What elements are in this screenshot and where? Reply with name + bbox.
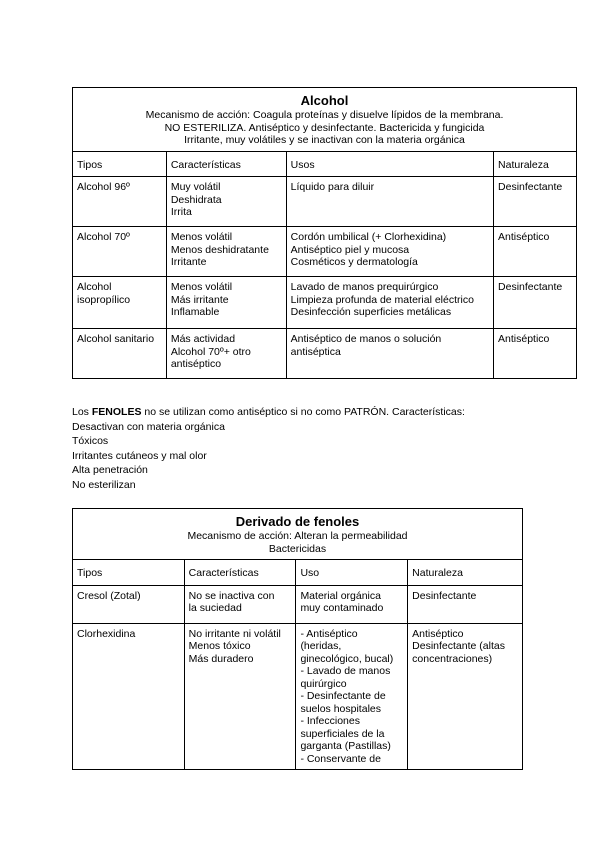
table-row	[73, 177, 577, 227]
fenoles-title-cell	[73, 509, 523, 560]
alcohol-notes: Irritante, muy volátiles y se inactivan con la materia orgánica	[184, 134, 465, 146]
fenoles-table	[72, 508, 523, 770]
fenoles-title: Derivado de fenoles	[235, 514, 360, 529]
table-row	[73, 623, 523, 770]
cell-naturaleza: Antiséptico	[494, 227, 577, 277]
fenoles-header-row	[73, 560, 523, 586]
cell-caracteristicas: No se inactiva con la suciedad	[184, 585, 296, 623]
cell-usos: Antiséptico de manos o solución antiséptica	[286, 329, 493, 379]
column-header: Características	[184, 560, 296, 586]
cell-tipo: Clorhexidina	[73, 623, 185, 770]
cell-tipo: Alcohol 70º	[73, 227, 167, 277]
cell-tipo: Cresol (Zotal)	[73, 585, 185, 623]
fenoles-description	[72, 405, 465, 493]
column-header: Uso	[296, 560, 408, 586]
cell-naturaleza: Desinfectante	[494, 177, 577, 227]
list-item: No esterilizan	[72, 478, 136, 491]
table-row	[73, 227, 577, 277]
cell-tipo: Alcohol 96º	[73, 177, 167, 227]
cell-usos: Lavado de manos prequirúrgico Limpieza profunda de material eléctrico Desinfección superficies metálicas	[286, 277, 493, 329]
list-item: Irritantes cutáneos y mal olor	[72, 449, 207, 462]
fenoles-intro: Los FENOLES no se utilizan como antiséptico si no como PATRÓN. Características:	[72, 406, 465, 418]
alcohol-mechanism: Mecanismo de acción: Coagula proteínas y disuelve lípidos de la membrana.	[145, 109, 504, 121]
cell-naturaleza: Antiséptico	[494, 329, 577, 379]
alcohol-properties: NO ESTERILIZA. Antiséptico y desinfectante. Bactericida y fungicida	[164, 121, 485, 134]
cell-caracteristicas: Menos volátil Más irritante Inflamable	[166, 277, 286, 329]
cell-tipo: Alcohol sanitario	[73, 329, 167, 379]
cell-tipo: Alcohol isopropílico	[73, 277, 167, 329]
alcohol-title-cell	[73, 88, 577, 152]
cell-naturaleza: Desinfectante	[494, 277, 577, 329]
table-row	[73, 329, 577, 379]
cell-usos: Líquido para diluir	[286, 177, 493, 227]
cell-uso: Material orgánica muy contaminado	[296, 585, 408, 623]
cell-uso: - Antiséptico (heridas, ginecológico, bucal) - Lavado de manos quirúrgico - Desinfectante de suelos hospitales - Infecciones superficiales de la garganta (Pastillas) - Conservante de	[296, 623, 408, 770]
column-header: Naturaleza	[494, 151, 577, 177]
alcohol-table	[72, 87, 577, 379]
column-header: Tipos	[73, 151, 167, 177]
fenoles-properties: Bactericidas	[268, 542, 327, 555]
table-row	[73, 585, 523, 623]
list-item: Alta penetración	[72, 464, 148, 477]
list-item: Tóxicos	[72, 435, 109, 448]
list-item: Desactivan con materia orgánica	[72, 420, 225, 433]
cell-caracteristicas: No irritante ni volátil Menos tóxico Más duradero	[184, 623, 296, 770]
fenoles-keyword: FENOLES	[91, 406, 142, 418]
fenoles-mechanism: Mecanismo de acción: Alteran la permeabilidad	[187, 530, 408, 542]
alcohol-title: Alcohol	[300, 93, 349, 108]
cell-caracteristicas: Muy volátil Deshidrata Irrita	[166, 177, 286, 227]
column-header: Tipos	[73, 560, 185, 586]
table-row	[73, 277, 577, 329]
column-header: Naturaleza	[408, 560, 523, 586]
cell-caracteristicas: Más actividad Alcohol 70º+ otro antiséptico	[166, 329, 286, 379]
column-header: Características	[166, 151, 286, 177]
cell-caracteristicas: Menos volátil Menos deshidratante Irritante	[166, 227, 286, 277]
cell-naturaleza: Desinfectante	[408, 585, 523, 623]
cell-naturaleza: Antiséptico Desinfectante (altas concentraciones)	[408, 623, 523, 770]
cell-usos: Cordón umbilical (+ Clorhexidina) Antiséptico piel y mucosa Cosméticos y dermatología	[286, 227, 493, 277]
alcohol-header-row	[73, 151, 577, 177]
column-header: Usos	[286, 151, 493, 177]
